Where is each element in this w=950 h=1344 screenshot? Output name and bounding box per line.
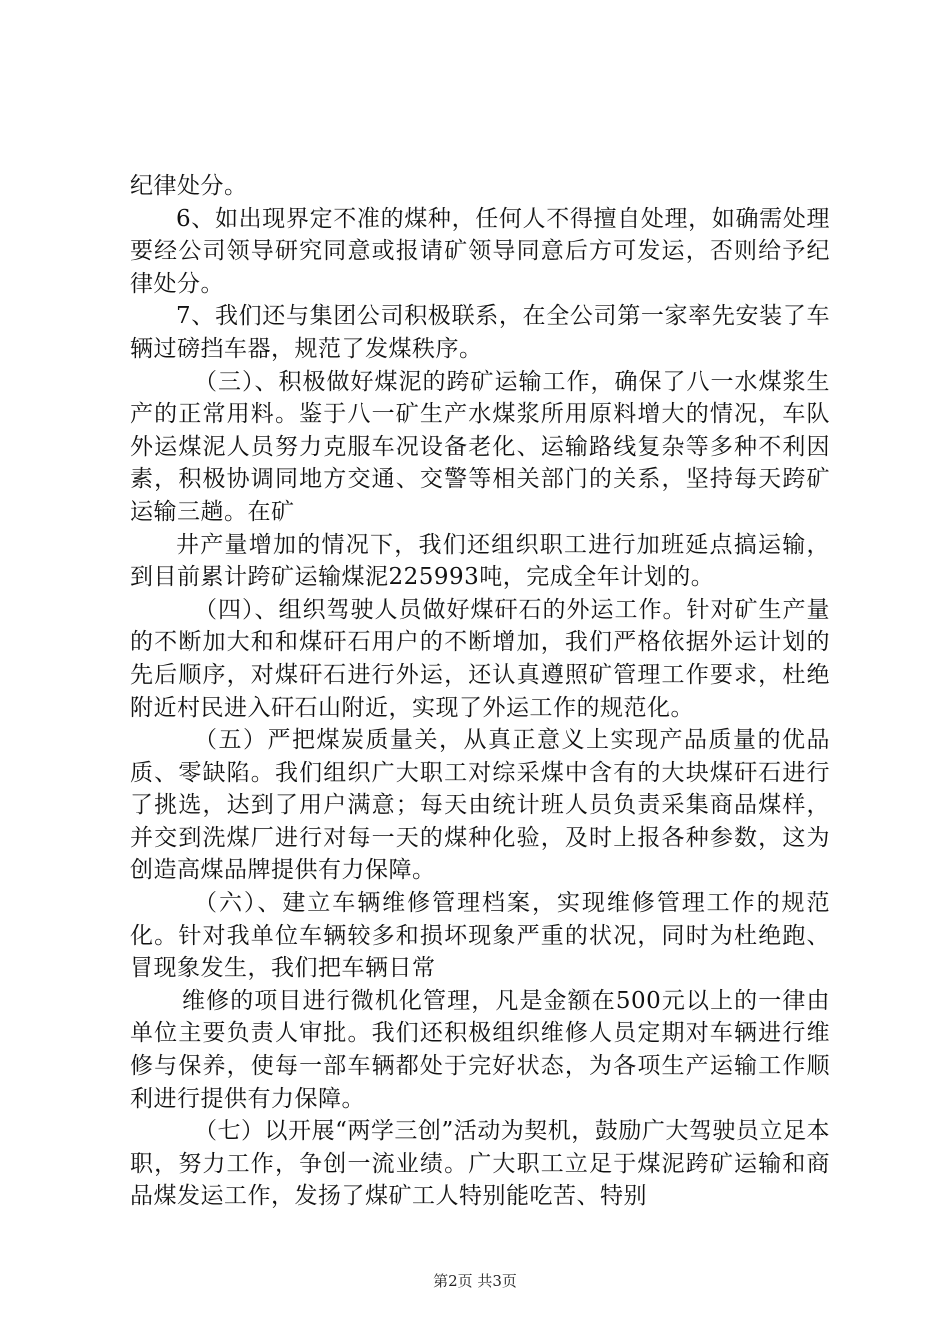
paragraph-7: （五）严把煤炭质量关，从真正意义上实现产品质量的优品质、零缺陷。我们组织广大职工对综采煤中含有的大块煤矸石进行了挑选，达到了用户满意；每天由统计班人员负责采集商品煤样，并交到洗煤厂进行对每一天的煤种化验，及时上报各种参数，这为创造高煤品牌提供有力保障。 bbox=[130, 727, 830, 884]
paragraph-3: 7、我们还与集团公司积极联系，在全公司第一家率先安装了车辆过磅挡车器，规范了发煤秩序。 bbox=[130, 303, 830, 362]
paragraph-2: 6、如出现界定不准的煤种，任何人不得擅自处理，如确需处理要经公司领导研究同意或报请矿领导同意后方可发运，否则给予纪律处分。 bbox=[130, 205, 830, 297]
paragraph-6: （四）、组织驾驶人员做好煤矸石的外运工作。针对矿生产量的不断加大和和煤矸石用户的不断增加，我们严格依据外运计划的先后顺序，对煤矸石进行外运，还认真遵照矿管理工作要求，杜绝附近村民进入矸石山附近，实现了外运工作的规范化。 bbox=[130, 596, 830, 721]
paragraph-4: （三）、积极做好煤泥的跨矿运输工作，确保了八一水煤浆生产的正常用料。鉴于八一矿生产水煤浆所用原料增大的情况，车队外运煤泥人员努力克服车况设备老化、运输路线复杂等多种不利因素，积极协调同地方交通、交警等相关部门的关系，坚持每天跨矿运输三趟。在矿 bbox=[130, 368, 830, 525]
document-body bbox=[130, 170, 830, 1213]
paragraph-1: 纪律处分。 bbox=[130, 173, 248, 199]
paragraph-9: 维修的项目进行微机化管理，凡是金额在500元以上的一律由单位主要负责人审批。我们还积极组织维修人员定期对车辆进行维修与保养，使每一部车辆都处于完好状态，为各项生产运输工作顺利进行提供有力保障。 bbox=[130, 987, 830, 1112]
paragraph-8: （六）、建立车辆维修管理档案，实现维修管理工作的规范化。针对我单位车辆较多和损坏现象严重的状况，同时为杜绝跑、冒现象发生，我们把车辆日常 bbox=[130, 890, 830, 982]
page-number-footer: 第2页 共3页 bbox=[433, 1272, 517, 1290]
paragraph-5: 井产量增加的情况下，我们还组织职工进行加班延点搞运输，到目前累计跨矿运输煤泥225993吨，完成全年计划的。 bbox=[130, 531, 830, 591]
paragraph-10: （七）以开展“两学三创”活动为契机，鼓励广大驾驶员立足本职，努力工作，争创一流业绩。广大职工立足于煤泥跨矿运输和商品煤发运工作，发扬了煤矿工人特别能吃苦、特别 bbox=[130, 1118, 830, 1210]
